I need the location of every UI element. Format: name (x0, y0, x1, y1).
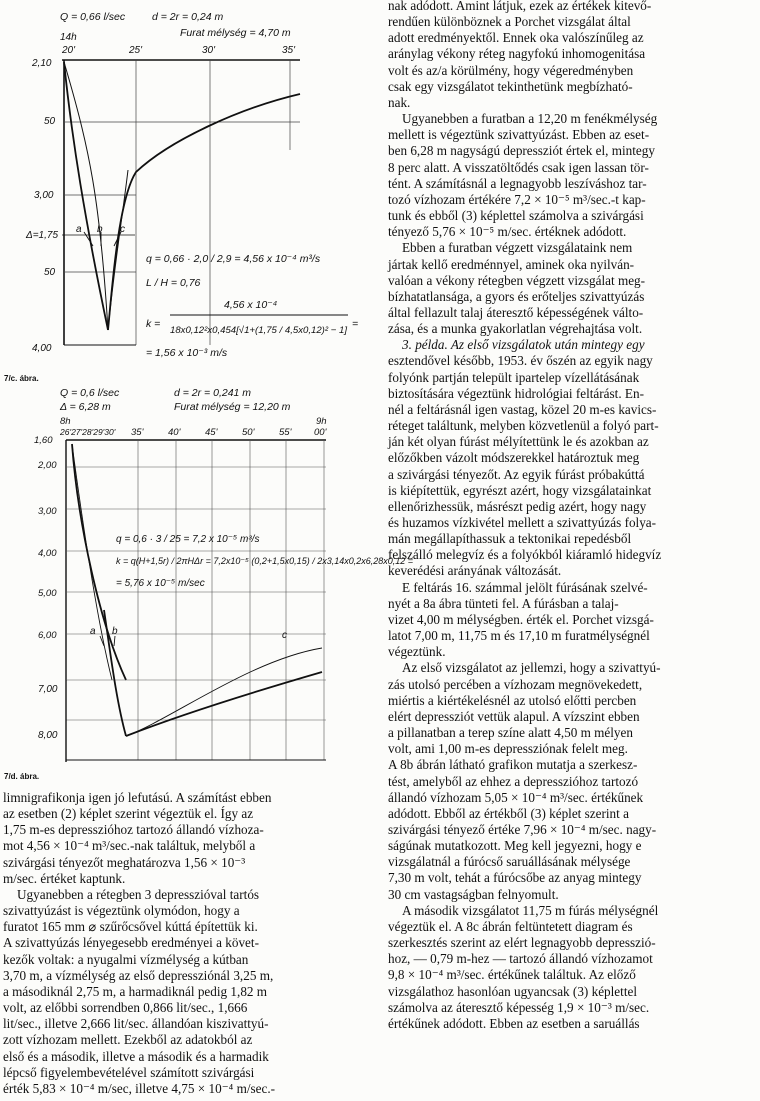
right-line: latot 7,00 m, 11,75 m és 17,10 m furatmélységnél (388, 628, 650, 644)
right-line: a szivárgási tényezőt. Az egyik fúrást próbakúttá (388, 466, 645, 482)
right-line: adott eredményektől. Ennek oka valószínűleg az (388, 30, 644, 46)
fig-d-ytick-700b: 7,00 (38, 684, 58, 695)
fig-d-ytick-160: 1,60 (34, 435, 53, 446)
right-line: Ebben a furatban végzett vizsgálataink nem (402, 240, 633, 256)
fig-c-ytick-50b: 50 (44, 267, 56, 278)
right-line: aránylag vékony réteg nagyfokú inhomogenitása (388, 46, 646, 62)
right-line: értékűnek adódott. Ebben az esetben a saruállás (388, 1015, 640, 1031)
right-line: csak egy vizsgálatot tekinthetünk megbízható- (388, 78, 633, 94)
left-line: Ugyanebben a rétegben 3 depresszióval tartós (17, 886, 260, 902)
right-line: nél a feltárásnál igen vastag, közel 20 m-es kavics- (388, 401, 657, 417)
right-line: 8 perc alatt. A visszatöltődés csak igen lassan tör- (388, 159, 649, 175)
right-line: A második vizsgálatot 11,75 m fúrás mélységnél (402, 902, 659, 918)
left-line: limnigrafikonja igen jó lefutású. A számítást ebben (3, 790, 272, 805)
fig-c-header-depth: Furat mélység = 4,70 m (180, 27, 291, 39)
fig-d-formula-q: q = 0,6 · 3 / 25 = 7,2 x 10⁻⁵ m³/s (116, 534, 260, 545)
right-line: vizet 4,00 m mélységben. érték el. Porchet vizsgá- (388, 611, 654, 627)
left-line: lépcső figyelembevételével számított szivárgási (3, 1064, 255, 1080)
right-line: valóan a vékony rétegben végzett vizsgálat meg- (388, 272, 646, 288)
right-line: elért depressziót vettük alapul. A vízszint ebben (388, 708, 640, 724)
right-line: E feltárás 16. számmal jelölt fúrásának szelvé- (402, 579, 648, 595)
fig-c-formula-q: q = 0,66 · 2,0 / 2,9 = 4,56 x 10⁻⁴ m³/s (146, 253, 321, 265)
right-line: 3. példa. Az első vizsgálatok után mintegy egy (402, 337, 645, 353)
fig-d-header-depth: Furat mélység = 12,20 m (174, 401, 291, 413)
right-line: ján két olyan fúrást mélyítettünk le és azokban az (388, 434, 649, 450)
fig-d-tick-9h: 9h (316, 416, 327, 427)
fig-c-header-d: d = 2r = 0,24 m (152, 11, 224, 23)
fig-c-tick-30: 30' (202, 45, 216, 56)
fig-d-formula-k-result: = 5,76 x 10⁻⁵ m/sec (116, 578, 205, 589)
right-line: tént. A számításnál a legnagyobb leszíváshoz tar- (388, 175, 647, 191)
right-line: felszálló melegvíz és a folyókból kiáramló hidegvíz (388, 547, 662, 563)
fig-d-tick-45: 45' (205, 427, 218, 438)
fig-c-formula-lh: L / H = 0,76 (146, 277, 201, 289)
right-line: volt és az/a körülmény, hogy végeredményben (388, 62, 634, 78)
left-line: zott vízhozam mellett. Ezekből az adatokból az (3, 1032, 253, 1048)
fig-d-label-b: b (112, 626, 118, 637)
fig-c-tick-20: 20' (62, 45, 76, 56)
left-line: a másodiknál 2,75 m, a harmadiknál pedig 1,82 m (3, 983, 268, 999)
fig-d-ytick-500: 5,00 (38, 588, 57, 599)
fig-d-ytick-400: 4,00 (38, 548, 57, 559)
fig-c-formula-k-prefix: k = (146, 318, 161, 330)
right-line: Ugyanebben a furatban a 12,20 m fenékmélység (402, 111, 658, 127)
left-line: szivattyúzást is végeztünk olymódon, hogy a (3, 903, 240, 919)
fig-c-tick-25: 25' (129, 45, 143, 56)
right-line: állandó vízhozam 5,05 × 10⁻⁴ m³/sec. értékűnek (388, 789, 644, 805)
fig-d-formula-k: k = q(H+1,5r) / 2πHΔr = 7,2x10⁻⁵ (0,2+1,5x0,15) / 2x3,14x0,2x6,28x0,12 = (116, 556, 414, 566)
fig-d-label-a: a (90, 626, 96, 637)
left-line: volt, az előbbi sorrendben 0,866 lit/sec., 1,666 (3, 1000, 248, 1016)
right-line: vizsgálatnál a fúrócső saruállásának mélysége (388, 854, 631, 870)
right-line: nyét a 8a ábra tünteti fel. A fúrásban a talaj- (388, 595, 619, 611)
fig-d-header-delta: Δ = 6,28 m (60, 401, 111, 413)
right-line: volt, ami 1,00 m-es depressziónak felelt meg. (388, 741, 628, 757)
fig-c-ytick-delta: Δ=1,75 (26, 230, 59, 241)
fig-c-header-q: Q = 0,66 l/sec (60, 11, 126, 23)
right-line: adódott. Ebből az értékből (3) képlet szerint a (388, 805, 629, 821)
fig-c-formula-k-den: 18x0,12²x0,454[√1+(1,75 / 4,5x0,12)² − 1] (170, 325, 348, 336)
fig-c-tick-14h: 14h (60, 32, 77, 43)
right-line: tozó vízhozam értékére 7,2 × 10⁻⁵ m³/sec.-t kap- (388, 191, 646, 207)
left-line: m/sec. értéket kaptunk. (3, 870, 126, 886)
right-line: esztendővel később, 1953. év őszén az egyik nagy (388, 353, 653, 369)
fig-c-ytick-210: 2,10 (32, 58, 52, 69)
right-line: tést, amelyből az ehhez a depresszióhoz tartozó (388, 773, 639, 789)
fig-c-formula-k-result: = 1,56 x 10⁻³ m/s (146, 347, 228, 359)
fig-d-ytick-800: 8,00 (38, 730, 58, 741)
fig-c-label-b: b (97, 224, 103, 235)
right-line: 7,30 m volt, tehát a fúrócsőbe az anyag mintegy (388, 870, 642, 886)
right-line: vizsgálathoz hasonlóan ugyancsak (3) képlettel (388, 983, 638, 999)
right-line: réteget találtunk, melyben közvetlenül a folyó part- (388, 418, 659, 434)
right-line: előzőkben vázolt módszerekkel határoztuk meg (388, 450, 640, 466)
left-line: első és a második, illetve a második és a harmadik (3, 1048, 269, 1064)
right-line: által fellazult talaj áteresztő képességének válto- (388, 304, 644, 320)
fig-d-tick-50: 50' (242, 427, 255, 438)
left-line: furatot 165 mm ⌀ szűrőcsővel kúttá építettük ki. (3, 919, 258, 935)
right-line: zása, és a munka gyakorlatlan végrehajtása volt. (388, 321, 643, 337)
left-line: érték 5,83 × 10⁻⁴ m/sec, illetve 4,75 × 10⁻⁴ m/sec.- (3, 1080, 276, 1096)
fig-d-ytick-200: 2,00 (38, 460, 57, 471)
fig-d-tick-35: 35' (131, 427, 144, 438)
fig-d-tick-26-30: 26'27'28'29'30' (60, 427, 116, 437)
fig-d-label-c: c (282, 630, 287, 641)
right-line: végeztük el. A 8c ábrán feltüntetett diagram és (388, 918, 633, 934)
right-line: 9,8 × 10⁻⁴ m³/sec. értékűnek találtuk. Az előző (388, 967, 636, 983)
right-line: nak adódott. Amint látjuk, ezek az értékek kitevő- (388, 0, 652, 13)
fig-c-tick-35: 35' (282, 45, 296, 56)
left-line: kezők voltak: a nyugalmi vízmélység a kútban (3, 951, 249, 967)
left-line: mot 4,56 × 10⁻⁴ m³/sec.-nak találtuk, melyből a (3, 838, 256, 854)
right-line: szerkesztés szerint az elért legnagyobb depresszió- (388, 935, 656, 951)
figure-7c-caption: 7/c. ábra. (4, 374, 39, 383)
figure-7d (0, 384, 414, 680)
right-line: tunk és ebből (3) képlettel számolva a szivárgási (388, 208, 644, 224)
fig-d-header-q: Q = 0,6 l/sec (60, 387, 120, 399)
figure-7c-graph (0, 0, 372, 380)
right-line: ben 6,28 m nagyságú depressziót értek el, mintegy (388, 143, 655, 159)
right-line: ellenőrizhessük, másrészt pedig azért, hogy nagy (388, 498, 647, 514)
right-line: végeztünk. (388, 644, 446, 660)
right-line: 30 cm vastagságban felnyomult. (388, 886, 559, 902)
fig-d-tick-55: 55' (279, 427, 292, 438)
right-line: Az első vizsgálatot az jellemzi, hogy a szivattyú- (402, 660, 661, 676)
right-line: mán megállapíthassuk a tektonikai repedésből (388, 531, 632, 547)
left-line: szivárgási tényezőt meghatározva 1,56 × 10⁻³ (3, 854, 246, 870)
figure-7d-graph (0, 384, 414, 680)
right-line: folyónk partján települt ipartelep vízellátásának (388, 369, 640, 385)
left-line: 1,75 m-es depresszióhoz tartozó állandó vízhoza- (3, 822, 264, 838)
right-line: ságúnak mutatkozott. Meg kell jegyezni, hogy e (388, 838, 642, 854)
fig-c-ytick-50a: 50 (44, 116, 56, 127)
figure-7d-caption: 7/d. ábra. (4, 772, 40, 781)
left-line: A szivattyúzás lényegesebb eredményei a követ- (3, 935, 259, 951)
fig-c-label-c: c (120, 224, 125, 235)
left-line: lit/sec., illetve 2,666 lit/sec. állandóan kiszivattyú- (3, 1016, 269, 1032)
right-line: is kiépítettük, egyrészt azért, hogy vizsgálatainkat (388, 482, 652, 498)
right-line: A 8b ábrán látható grafikon mutatja a szerkesz- (388, 757, 638, 773)
fig-d-tick-00: 00' (314, 427, 327, 438)
right-line: zás utolsó percében a vízhozam megnövekedett, (388, 676, 643, 692)
right-line: miértis a kiértékelésnél az utolsó előtti percben (388, 692, 637, 708)
fig-d-ytick-300: 3,00 (38, 506, 57, 517)
fig-d-ytick-600: 6,00 (38, 630, 57, 641)
left-text-column (3, 790, 365, 1097)
fig-c-formula-k-eq: = (352, 318, 359, 330)
right-text-column (388, 0, 758, 1032)
right-line: keverédési arányának változását. (388, 563, 562, 579)
right-line: szivárgási tényező értéke 7,96 × 10⁻⁴ m/sec. nagy- (388, 821, 657, 837)
left-line: az esetben (2) képlet szerint végeztük el. Így az (3, 806, 254, 822)
right-line: és huzamos vízkivétel mellett a szivattyúzás folya- (388, 515, 657, 530)
fig-c-formula-k-num: 4,56 x 10⁻⁴ (224, 299, 278, 311)
right-line: tényező 5,76 × 10⁻⁵ m/sec. értéknek adódott. (388, 224, 627, 240)
right-line: a pillanatban a terep színe alatt 4,50 m mélyen (388, 725, 633, 741)
right-line: rendűen különböznek a Porchet vizsgálat által (388, 14, 631, 30)
right-line: biztosítására végeztünk hidrológiai feltárást. En- (388, 385, 644, 401)
fig-c-label-a: a (76, 224, 82, 235)
fig-c-ytick-400: 4,00 (32, 343, 52, 354)
fig-d-tick-8h: 8h (60, 416, 71, 427)
left-line: 3,70 m, a vízmélység az első depressziónál 3,25 m, (3, 967, 274, 983)
fig-d-tick-40: 40' (168, 427, 181, 438)
right-line: mellett is végeztünk szivattyúzást. Ebben az eset- (388, 127, 650, 143)
right-line: számolva az áteresztő képesség 1,9 × 10⁻³ m/sec. (388, 999, 650, 1015)
figure-7c (0, 0, 372, 383)
right-line: bízhatatlansága, a gyors és erőteljes szivattyúzás (388, 288, 645, 304)
right-line: hoz, — 0,79 m-hez — tartozó állandó vízhozamot (388, 951, 653, 967)
right-line: jártak kellő eredménnyel, aminek oka nyilván- (388, 256, 635, 272)
fig-d-header-d: d = 2r = 0,241 m (174, 387, 252, 399)
right-line: nak. (388, 94, 411, 110)
fig-c-ytick-300: 3,00 (34, 190, 54, 201)
